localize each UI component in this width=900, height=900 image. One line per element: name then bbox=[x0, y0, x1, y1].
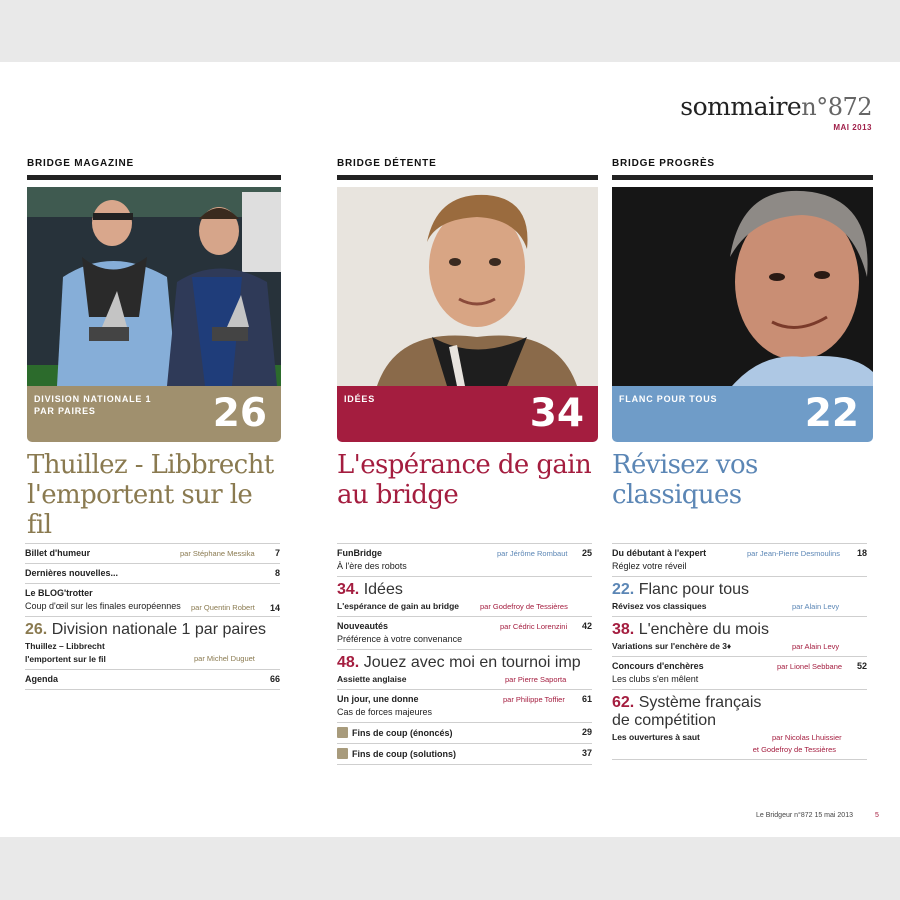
toc-feature-entry[interactable] bbox=[612, 616, 867, 656]
feature-heading: Idées bbox=[363, 581, 403, 598]
feature-heading: Flanc pour tous bbox=[638, 581, 749, 598]
column-bridge-detente bbox=[337, 158, 598, 510]
entry-subtitle: Coup d'œil sur les finales européennes bbox=[25, 601, 181, 611]
toc-entry[interactable] bbox=[25, 543, 280, 563]
magazine-page bbox=[0, 62, 900, 837]
entry-author: par Lionel Sebbane bbox=[777, 662, 843, 671]
entry-page: 8 bbox=[274, 568, 280, 578]
entry-title: Fins de coup (énoncés) bbox=[352, 728, 453, 738]
entry-page: 66 bbox=[269, 674, 280, 684]
toc-entry[interactable] bbox=[25, 583, 280, 616]
feature-headline[interactable] bbox=[337, 450, 598, 510]
footer-page-number: 5 bbox=[874, 812, 879, 819]
feature-page-number: 34 bbox=[529, 391, 584, 436]
entry-author: par Pierre Saporta bbox=[505, 675, 567, 684]
entry-subtitle: Variations sur l'enchère de 3♦ bbox=[612, 641, 732, 651]
feature-number: 62. bbox=[612, 694, 635, 711]
entry-author: par Alain Levy bbox=[792, 642, 840, 651]
toc-feature-entry[interactable] bbox=[337, 576, 592, 616]
section-title: BRIDGE PROGRÈS bbox=[612, 158, 873, 180]
entry-subtitle: Les clubs s'en mêlent bbox=[612, 674, 699, 684]
entry-author: par Michel Duguet bbox=[194, 654, 255, 663]
entry-title: Du débutant à l'expert bbox=[612, 548, 707, 558]
footer-issue: Le Bridgeur n°872 15 mai 2013 bbox=[756, 812, 853, 819]
feature-number: 22. bbox=[612, 581, 635, 598]
toc-list-magazine bbox=[25, 543, 280, 690]
photo-two-players-trophies bbox=[27, 187, 281, 386]
entry-author: par Jérôme Rombaut bbox=[497, 549, 568, 558]
entry-author: par Godefroy de Tessières bbox=[480, 602, 568, 611]
entry-subtitle: Préférence à votre convenance bbox=[337, 634, 463, 644]
toc-feature-entry[interactable] bbox=[612, 576, 867, 616]
entry-subtitle: Assiette anglaise bbox=[337, 674, 407, 684]
toc-entry[interactable] bbox=[25, 563, 280, 583]
entry-subtitle: Révisez vos classiques bbox=[612, 601, 707, 611]
section-title: BRIDGE DÉTENTE bbox=[337, 158, 598, 180]
entry-title: Nouveautés bbox=[337, 621, 389, 631]
feature-number: 34. bbox=[337, 581, 360, 598]
feature-heading: Division nationale 1 par paires bbox=[51, 621, 267, 638]
feature-heading: Jouez avec moi en tournoi imp bbox=[363, 654, 581, 671]
feature-banner bbox=[27, 386, 281, 442]
entry-subtitle: Les ouvertures à saut bbox=[612, 732, 700, 742]
entry-title: Fins de coup (solutions) bbox=[352, 749, 456, 759]
entry-page: 52 bbox=[856, 661, 867, 671]
entry-title: Le BLOG'trotter bbox=[25, 588, 93, 598]
entry-page: 7 bbox=[274, 548, 280, 558]
toc-entry[interactable] bbox=[337, 743, 592, 765]
entry-subtitle: Réglez votre réveil bbox=[612, 561, 687, 571]
headline-line-2: classiques bbox=[612, 480, 742, 510]
entry-title: Dernières nouvelles... bbox=[25, 568, 119, 578]
entry-title: Agenda bbox=[25, 674, 59, 684]
entry-page: 14 bbox=[269, 603, 280, 613]
masthead bbox=[680, 92, 872, 132]
entry-page: 29 bbox=[581, 727, 592, 737]
feature-heading: L'enchère du mois bbox=[638, 621, 769, 638]
toc-feature-entry[interactable] bbox=[612, 689, 867, 760]
entry-subtitle: Cas de forces majeures bbox=[337, 707, 433, 717]
feature-headline[interactable] bbox=[612, 450, 873, 510]
entry-title: Billet d'humeur bbox=[25, 548, 91, 558]
masthead-title: sommaire bbox=[680, 92, 802, 121]
entry-author: par Jean-Pierre Desmoulins bbox=[747, 549, 840, 558]
toc-list-detente bbox=[337, 543, 592, 765]
toc-feature-entry[interactable] bbox=[25, 616, 280, 669]
toc-entry[interactable] bbox=[337, 543, 592, 576]
entry-page: 42 bbox=[581, 621, 592, 631]
feature-label: FLANC POUR TOUS bbox=[619, 394, 718, 404]
toc-feature-entry[interactable] bbox=[337, 649, 592, 689]
entry-author: et Godefroy de Tessières bbox=[752, 745, 836, 754]
card-diagram-icon bbox=[337, 727, 348, 738]
feature-number: 48. bbox=[337, 654, 360, 671]
headline-line-1: L'espérance de gain bbox=[337, 450, 592, 480]
headline-line-1: Thuillez - Libbrecht bbox=[27, 450, 274, 480]
feature-number: 26. bbox=[25, 621, 48, 638]
entry-subtitle: L'espérance de gain au bridge bbox=[337, 601, 460, 611]
feature-heading-line-2: de compétition bbox=[612, 712, 717, 729]
toc-entry[interactable] bbox=[337, 722, 592, 743]
entry-title: FunBridge bbox=[337, 548, 382, 558]
feature-label: DIVISION NATIONALE 1 PAR PAIRES bbox=[34, 394, 152, 416]
feature-heading: Système français bbox=[638, 694, 762, 711]
headline-line-2: au bridge bbox=[337, 480, 459, 510]
headline-line-2: l'emportent sur le fil bbox=[27, 480, 253, 540]
photo-man-portrait bbox=[337, 187, 598, 386]
card-diagram-icon bbox=[337, 748, 348, 759]
entry-title: Un jour, une donne bbox=[337, 694, 419, 704]
feature-label: IDÉES bbox=[344, 394, 376, 404]
entry-title: Concours d'enchères bbox=[612, 661, 704, 671]
column-bridge-progres bbox=[612, 158, 873, 510]
entry-page: 18 bbox=[856, 548, 867, 558]
entry-author: par Philippe Toffier bbox=[503, 695, 565, 704]
photo-older-man-portrait bbox=[612, 187, 873, 386]
toc-list-progres bbox=[612, 543, 867, 760]
entry-subtitle: À l'ère des robots bbox=[337, 561, 407, 571]
feature-page-number: 26 bbox=[212, 391, 267, 436]
entry-page: 37 bbox=[581, 748, 592, 758]
column-bridge-magazine bbox=[27, 158, 281, 540]
feature-headline[interactable] bbox=[27, 450, 281, 540]
toc-entry[interactable] bbox=[337, 616, 592, 649]
feature-banner bbox=[612, 386, 873, 442]
feature-banner bbox=[337, 386, 598, 442]
toc-entry[interactable] bbox=[25, 669, 280, 690]
entry-author: par Quentin Robert bbox=[191, 603, 255, 612]
headline-line-1: Révisez vos bbox=[612, 450, 758, 480]
entry-subtitle: Thuillez – Libbrecht bbox=[25, 641, 105, 651]
page-footer bbox=[756, 812, 879, 819]
entry-page: 25 bbox=[581, 548, 592, 558]
entry-author: par Stéphane Messika bbox=[180, 549, 255, 558]
feature-page-number: 22 bbox=[804, 391, 859, 436]
entry-author: par Cédric Lorenzini bbox=[500, 622, 568, 631]
issue-date: MAI 2013 bbox=[833, 123, 872, 132]
entry-author: par Alain Levy bbox=[792, 602, 840, 611]
entry-page: 61 bbox=[581, 694, 592, 704]
issue-number: n°872 bbox=[801, 93, 872, 121]
toc-entry[interactable] bbox=[612, 543, 867, 576]
entry-subtitle: l'emportent sur le fil bbox=[25, 654, 106, 664]
feature-number: 38. bbox=[612, 621, 635, 638]
toc-entry[interactable] bbox=[612, 656, 867, 689]
section-title: BRIDGE MAGAZINE bbox=[27, 158, 281, 180]
entry-author: par Nicolas Lhuissier bbox=[772, 733, 842, 742]
toc-entry[interactable] bbox=[337, 689, 592, 722]
